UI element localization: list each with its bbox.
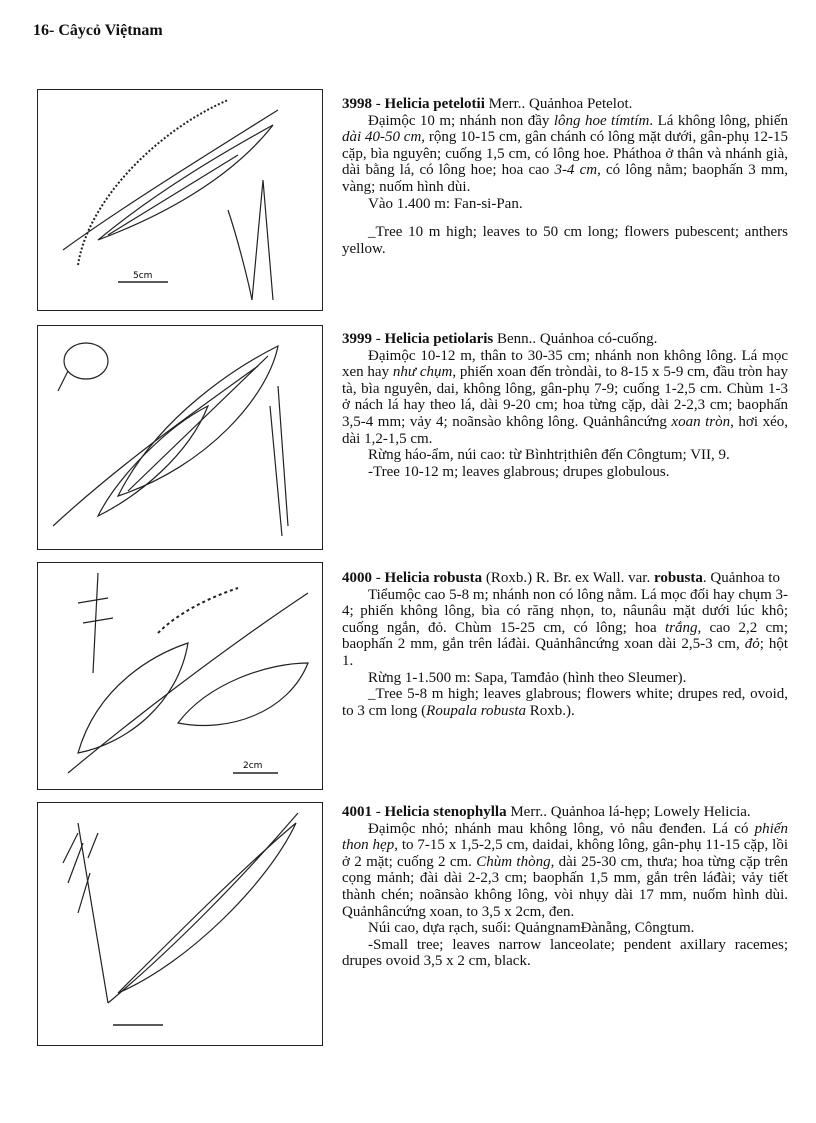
figure-helicia-petiolaris — [37, 325, 323, 550]
figure-helicia-petelotii — [37, 89, 323, 311]
page-header: 16- Câycỏ Việtnam — [33, 22, 163, 39]
entry-number: 4000 — [342, 570, 372, 586]
habitat: Rừng 1-1.500 m: Sapa, Tamđảo (hình theo Sleumer). — [368, 669, 687, 686]
description: Đạimộc 10 m; nhánh non đầy lông hoe tímtím. Lá không lông, phiến dài 40-50 cm, rộng 10-15 cm, gân chánh có lông mặt dưới, gân-phụ 12-15 cặp, bìa nguyên; cuống 1,5 cm, có lông hoe. Pháthoa ở thân và nhánh già, dài bằng lá, có lông hoe; hoa cao 3-4 cm, có lông nằm; baophấn 3 mm, vàng; nuốm hình dùi. — [342, 112, 789, 195]
scientific-name: Helicia petelotii — [384, 96, 485, 112]
author: (Roxb.) R. Br. ex Wall. var. — [485, 570, 651, 586]
description: Đạimộc nhỏ; nhánh mau không lông, vỏ nâu đenđen. Lá có phiến thon hẹp, to 7-15 x 1,5-2,5 cm, daidai, không lông, gân-phụ 11-15 cặp, lồi ở 2 mặt; cuống 2 cm. Chùm thòng, dài 25-30 cm, thưa; hoa từng cặp trên cọng mảnh; đài dài 2-2,3 cm; baophấn 1,5 mm, gắn trên láđài; vảy tiết thành chén; noãnsào không lông, vòi nhụy dài 17 mm, nuốm hình dùi. Quảnhâncứng xoan, to 3,5 x 2cm, đen. — [342, 820, 788, 920]
scientific-name: Helicia petiolaris — [384, 331, 494, 347]
scale-label: 5cm — [133, 271, 153, 281]
entry-number: 3999 — [342, 331, 372, 347]
figure-helicia-stenophylla — [37, 802, 323, 1046]
entry-4000: 4000 - Helicia robusta (Roxb.) R. Br. ex Wall. var. robusta. Quảnhoa to Tiểumộc cao 5-8 m; nhánh non có lông nằm. Lá mọc đối hay chụm 3-4; phiến không lông, bìa có răng nhọn, to, nâunâu mặt dưới lúc khô; cuống ngắn, đỏ. Chùm 15-25 cm, có lông; hoa trắng, cao 2,2 cm; baophấn 2 mm, gắn trên láđài. Quảnhâncứng xoan dài 2,5-3 cm, đỏ; hột 1. Rừng 1-1.500 m: Sapa, Tamđảo (hình theo Sleumer). _Tree 5-8 m high; leaves glabrous; flowers white; drupes red, ovoid, to 3 cm long (Roupala robusta Roxb.). — [342, 570, 788, 719]
habitat: Rừng háo-ẩm, núi cao: từ Bìnhtrịthiên đến Côngtum; VII, 9. — [368, 447, 730, 464]
illustration-leaf-and-fruit — [38, 326, 322, 549]
author: Benn.. Quảnhoa có-cuống. — [496, 331, 658, 347]
entry-number: 3998 — [342, 96, 372, 112]
entry-number: 4001 — [342, 804, 372, 820]
description: Đạimộc 10-12 m, thân to 30-35 cm; nhánh non không lông. Lá mọc xen hay như chụm, phiến xoan đến tròndài, to 8-15 x 5-9 cm, đầu tròn hay tà, bìa nguyên, dai, không lông, gân-phụ 7-9; cuống 1-2,5 cm. Chùm 1-3 ở nách lá hay theo lá, dài 9-20 cm; hoa từng cặp, dài 2-2,3 cm; baophấn 3,5-4 mm; vảy 4; noãnsào không lông. Quảnhâncứng xoan tròn, hơi xéo, dài 1,2-1,5 cm. — [342, 347, 788, 447]
english-summary: -Small tree; leaves narrow lanceolate; pendent axillary racemes; drupes ovoid 3,5 x 2 cm, black. — [342, 936, 788, 970]
common-name: . Quảnhoa to — [702, 570, 780, 586]
author: Merr.. Quảnhoa Petelot. — [488, 96, 633, 112]
habitat: Vào 1.400 m: Fan-si-Pan. — [368, 195, 523, 212]
illustration-flowering-branch — [38, 563, 322, 789]
entry-3999: 3999 - Helicia petiolaris Benn.. Quảnhoa có-cuống. Đạimộc 10-12 m, thân to 30-35 cm; nhánh non không lông. Lá mọc xen hay như chụm, phiến xoan đến tròndài, to 8-15 x 5-9 cm, đầu tròn hay tà, bìa nguyên, dai, không lông, gân-phụ 7-9; cuống 1-2,5 cm. Chùm 1-3 ở nách lá hay theo lá, dài 9-20 cm; hoa từng cặp, dài 2-2,3 cm; baophấn 3,5-4 mm; vảy 4; noãnsào không lông. Quảnhâncứng xoan tròn, hơi xéo, dài 1,2-1,5 cm. Rừng háo-ẩm, núi cao: từ Bìnhtrịthiên đến Côngtum; VII, 9. -Tree 10-12 m; leaves glabrous; drupes globulous. — [342, 331, 788, 480]
illustration-leafy-branch — [38, 90, 322, 310]
figure-helicia-robusta — [37, 562, 323, 790]
author: Merr.. Quảnhoa lá-hẹp; Lowely Helicia. — [510, 804, 751, 820]
illustration-narrow-leaf — [38, 803, 322, 1045]
entry-3998: 3998 - Helicia petelotii Merr.. Quảnhoa Petelot. Đạimộc 10 m; nhánh non đầy lông hoe tímtím. Lá không lông, phiến dài 40-50 cm, rộng 10-15 cm, gân chánh có lông mặt dưới, gân-phụ 12-15 cặp, bìa nguyên; cuống 1,5 cm, có lông hoe. Pháthoa ở thân và nhánh già, dài bằng lá, có lông hoe; hoa cao 3-4 cm, có lông nằm; baophấn 3 mm, vàng; nuốm hình dùi. Vào 1.400 m: Fan-si-Pan. _Tree 10 m high; leaves to 50 cm long; flowers pubescent; anthers yellow. — [342, 96, 789, 257]
scale-label: 2cm — [243, 761, 263, 771]
description: Tiểumộc cao 5-8 m; nhánh non có lông nằm. Lá mọc đối hay chụm 3-4; phiến không lông, bìa có răng nhọn, to, nâunâu mặt dưới lúc khô; cuống ngắn, đỏ. Chùm 15-25 cm, có lông; hoa trắng, cao 2,2 cm; baophấn 2 mm, gắn trên láđài. Quảnhâncứng xoan dài 2,5-3 cm, đỏ; hột 1. — [342, 586, 788, 669]
english-summary: _Tree 10 m high; leaves to 50 cm long; flowers pubescent; anthers yellow. — [342, 224, 788, 257]
english-summary: -Tree 10-12 m; leaves glabrous; drupes globulous. — [368, 463, 670, 480]
habitat: Núi cao, dựa rạch, suối: QuảngnamĐànẵng, Côngtum. — [368, 920, 695, 937]
scientific-name: Helicia robusta — [384, 570, 483, 586]
scientific-name: Helicia stenophylla — [384, 804, 507, 820]
variety-name: robusta — [653, 570, 703, 586]
entry-4001: 4001 - Helicia stenophylla Merr.. Quảnhoa lá-hẹp; Lowely Helicia. Đạimộc nhỏ; nhánh mau không lông, vỏ nâu đenđen. Lá có phiến thon hẹp, to 7-15 x 1,5-2,5 cm, daidai, không lông, gân-phụ 11-15 cặp, lồi ở 2 mặt; cuống 2 cm. Chùm thòng, dài 25-30 cm, thưa; hoa từng cặp trên cọng mảnh; đài dài 2-2,3 cm; baophấn 1,5 mm, gắn trên láđài; vảy tiết thành chén; noãnsào không lông, vòi nhụy dài 17 mm, nuốm hình dùi. Quảnhâncứng xoan, to 3,5 x 2cm, đen. Núi cao, dựa rạch, suối: QuảngnamĐànẵng, Côngtum. -Small tree; leaves narrow lanceolate; pendent axillary racemes; drupes ovoid 3,5 x 2 cm, black. — [342, 804, 788, 970]
english-summary: _Tree 5-8 m high; leaves glabrous; flowers white; drupes red, ovoid, to 3 cm long (Roupala robusta Roxb.). — [342, 686, 788, 719]
